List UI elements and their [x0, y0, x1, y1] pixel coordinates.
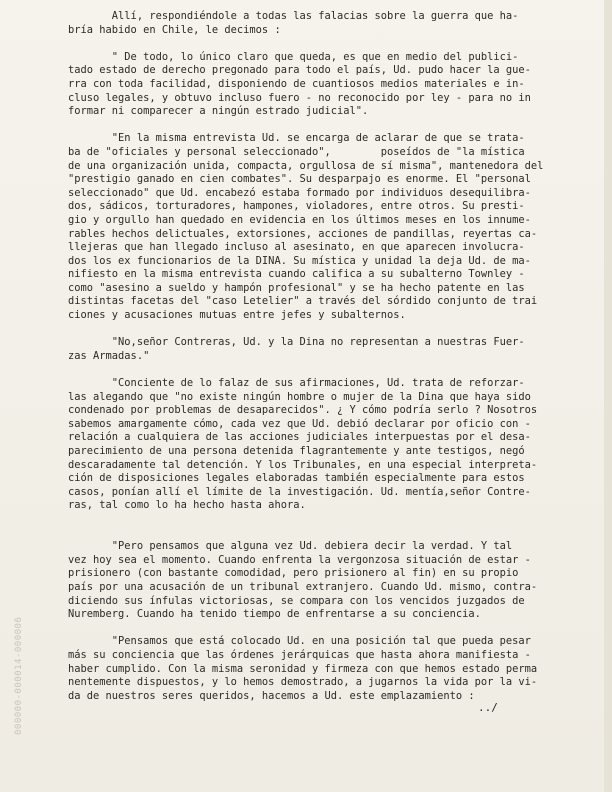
end-mark: ../: [478, 701, 498, 714]
text-line: formar ni comparecer a ningún estrado judicial".: [68, 105, 369, 118]
text-line: las alegando que "no existe ningún hombre o mujer de la Dina que haya sido: [68, 390, 531, 403]
text-line: da de nuestros seres queridos, hacemos a Ud. este emplazamiento :: [68, 689, 475, 702]
text-line: seleccionado" que Ud. encabezó estaba formado por individuos desequilibra-: [68, 186, 531, 199]
text-line: diciendo sus ínfulas victoriosas, se compara con los vencidos juzgados de: [68, 594, 525, 607]
text-line: prisionero (con bastante comodidad, pero prisionero al fin) en su propio: [68, 567, 519, 580]
text-line: ciones y acusaciones mutuas entre jefes y subalternos.: [68, 309, 406, 322]
text-line: gio y orgullo han quedado en evidencia en los últimos meses en los innume-: [68, 213, 531, 226]
text-line: vez hoy sea el momento. Cuando enfrenta la vergonzosa situación de estar -: [68, 553, 531, 566]
text-line: de una organización unida, compacta, orgullosa de sí misma", mantenedora del: [68, 159, 544, 172]
text-line: "Conciente de lo falaz de sus afirmaciones, Ud. trata de reforzar-: [68, 377, 525, 390]
archive-stamp: 000000-000014-000006: [14, 616, 24, 735]
text-line: "En la misma entrevista Ud. se encarga de aclarar de que se trata-: [68, 132, 525, 145]
text-line: [68, 527, 578, 541]
text-line: "prestigio ganado en cien combates". Su desparpajo es enorme. El "personal: [68, 173, 531, 186]
text-line: rra con toda facilidad, disponiendo de cuantiosos medios materiales e in-: [68, 77, 525, 90]
text-line: [68, 119, 578, 133]
text-line: casos, ponían allí el límite de la investigación. Ud. mentía,señor Contre-: [68, 485, 531, 498]
text-line: sabemos amargamente cómo, cada vez que Ud. debió declarar por oficio con -: [68, 417, 531, 430]
text-line: descaradamente tal detención. Y los Tribunales, en una especial interpreta-: [68, 458, 538, 471]
text-line: [68, 622, 578, 636]
text-line: dos los ex funcionarios de la DINA. Su mística y unidad la deja Ud. de ma-: [68, 254, 531, 267]
text-line: "Pensamos que está colocado Ud. en una posición tal que pueda pesar: [68, 635, 531, 648]
text-line: dos, sádicos, torturadores, hampones, violadores, entre otros. Su presti-: [68, 200, 525, 213]
text-line: como "asesino a sueldo y hampón profesional" y se ha hecho patente en las: [68, 281, 525, 294]
text-line: haber cumplido. Con la misma seronidad y firmeza con que hemos estado perma: [68, 662, 538, 675]
text-line: "Pero pensamos que alguna vez Ud. debiera decir la verdad. Y tal: [68, 540, 513, 553]
text-line: [68, 513, 578, 527]
text-line: condenado por problemas de desaparecidos". ¿ Y cómo podría serlo ? Nosotros: [68, 404, 538, 417]
text-line: bría habido en Chile, le decimos :: [68, 23, 281, 36]
text-line: Allí, respondiéndole a todas las falacias sobre la guerra que ha-: [68, 10, 519, 22]
text-line: rables hechos delictuales, extorsiones, acciones de pandillas, reyertas ca-: [68, 227, 538, 240]
text-line: [68, 323, 578, 337]
page-edge: [604, 0, 612, 792]
text-line: [68, 363, 578, 377]
document-body: [68, 10, 578, 703]
text-line: zas Armadas.": [68, 349, 150, 362]
text-line: ras, tal como lo ha hecho hasta ahora.: [68, 499, 306, 512]
text-line: "No,señor Contreras, Ud. y la Dina no representan a nuestras Fuer-: [68, 336, 525, 349]
text-line: más su conciencia que las órdenes jerárquicas que hasta ahora manifiesta -: [68, 648, 531, 661]
text-line: ción de disposiciones legales elaboradas también especialmente para estos: [68, 472, 525, 485]
text-line: llejeras que han llegado incluso al asesinato, en que aparecen involucra-: [68, 241, 525, 254]
text-line: nentemente dispuestos, y lo hemos demostrado, a jugarnos la vida por la vi-: [68, 676, 538, 689]
text-line: nifiesto en la misma entrevista cuando califica a su subalterno Townley -: [68, 268, 525, 281]
text-line: tado estado de derecho pregonado para todo el país, Ud. pudo hacer la gue-: [68, 64, 531, 77]
text-line: parecimiento de una persona detenida flagrantemente y ante testigos, negó: [68, 445, 525, 457]
text-line: cluso legales, y obtuvo incluso fuero - no reconocido por ley - para no in: [68, 91, 531, 104]
text-line: Nuremberg. Cuando ha tenido tiempo de enfrentarse a su conciencia.: [68, 608, 481, 621]
text-line: ba de "oficiales y personal seleccionado", poseídos de "la mística: [68, 145, 525, 158]
text-line: " De todo, lo único claro que queda, es que en medio del publici-: [68, 50, 519, 63]
text-line: [68, 37, 578, 51]
text-line: país por una acusación de un tribunal extranjero. Cuando Ud. mismo, contra-: [68, 580, 538, 593]
text-line: relación a cualquiera de las acciones judiciales interpuestas por el desa-: [68, 431, 531, 444]
text-line: distintas facetas del "caso Letelier" a través del sórdido conjunto de trai: [68, 295, 538, 308]
